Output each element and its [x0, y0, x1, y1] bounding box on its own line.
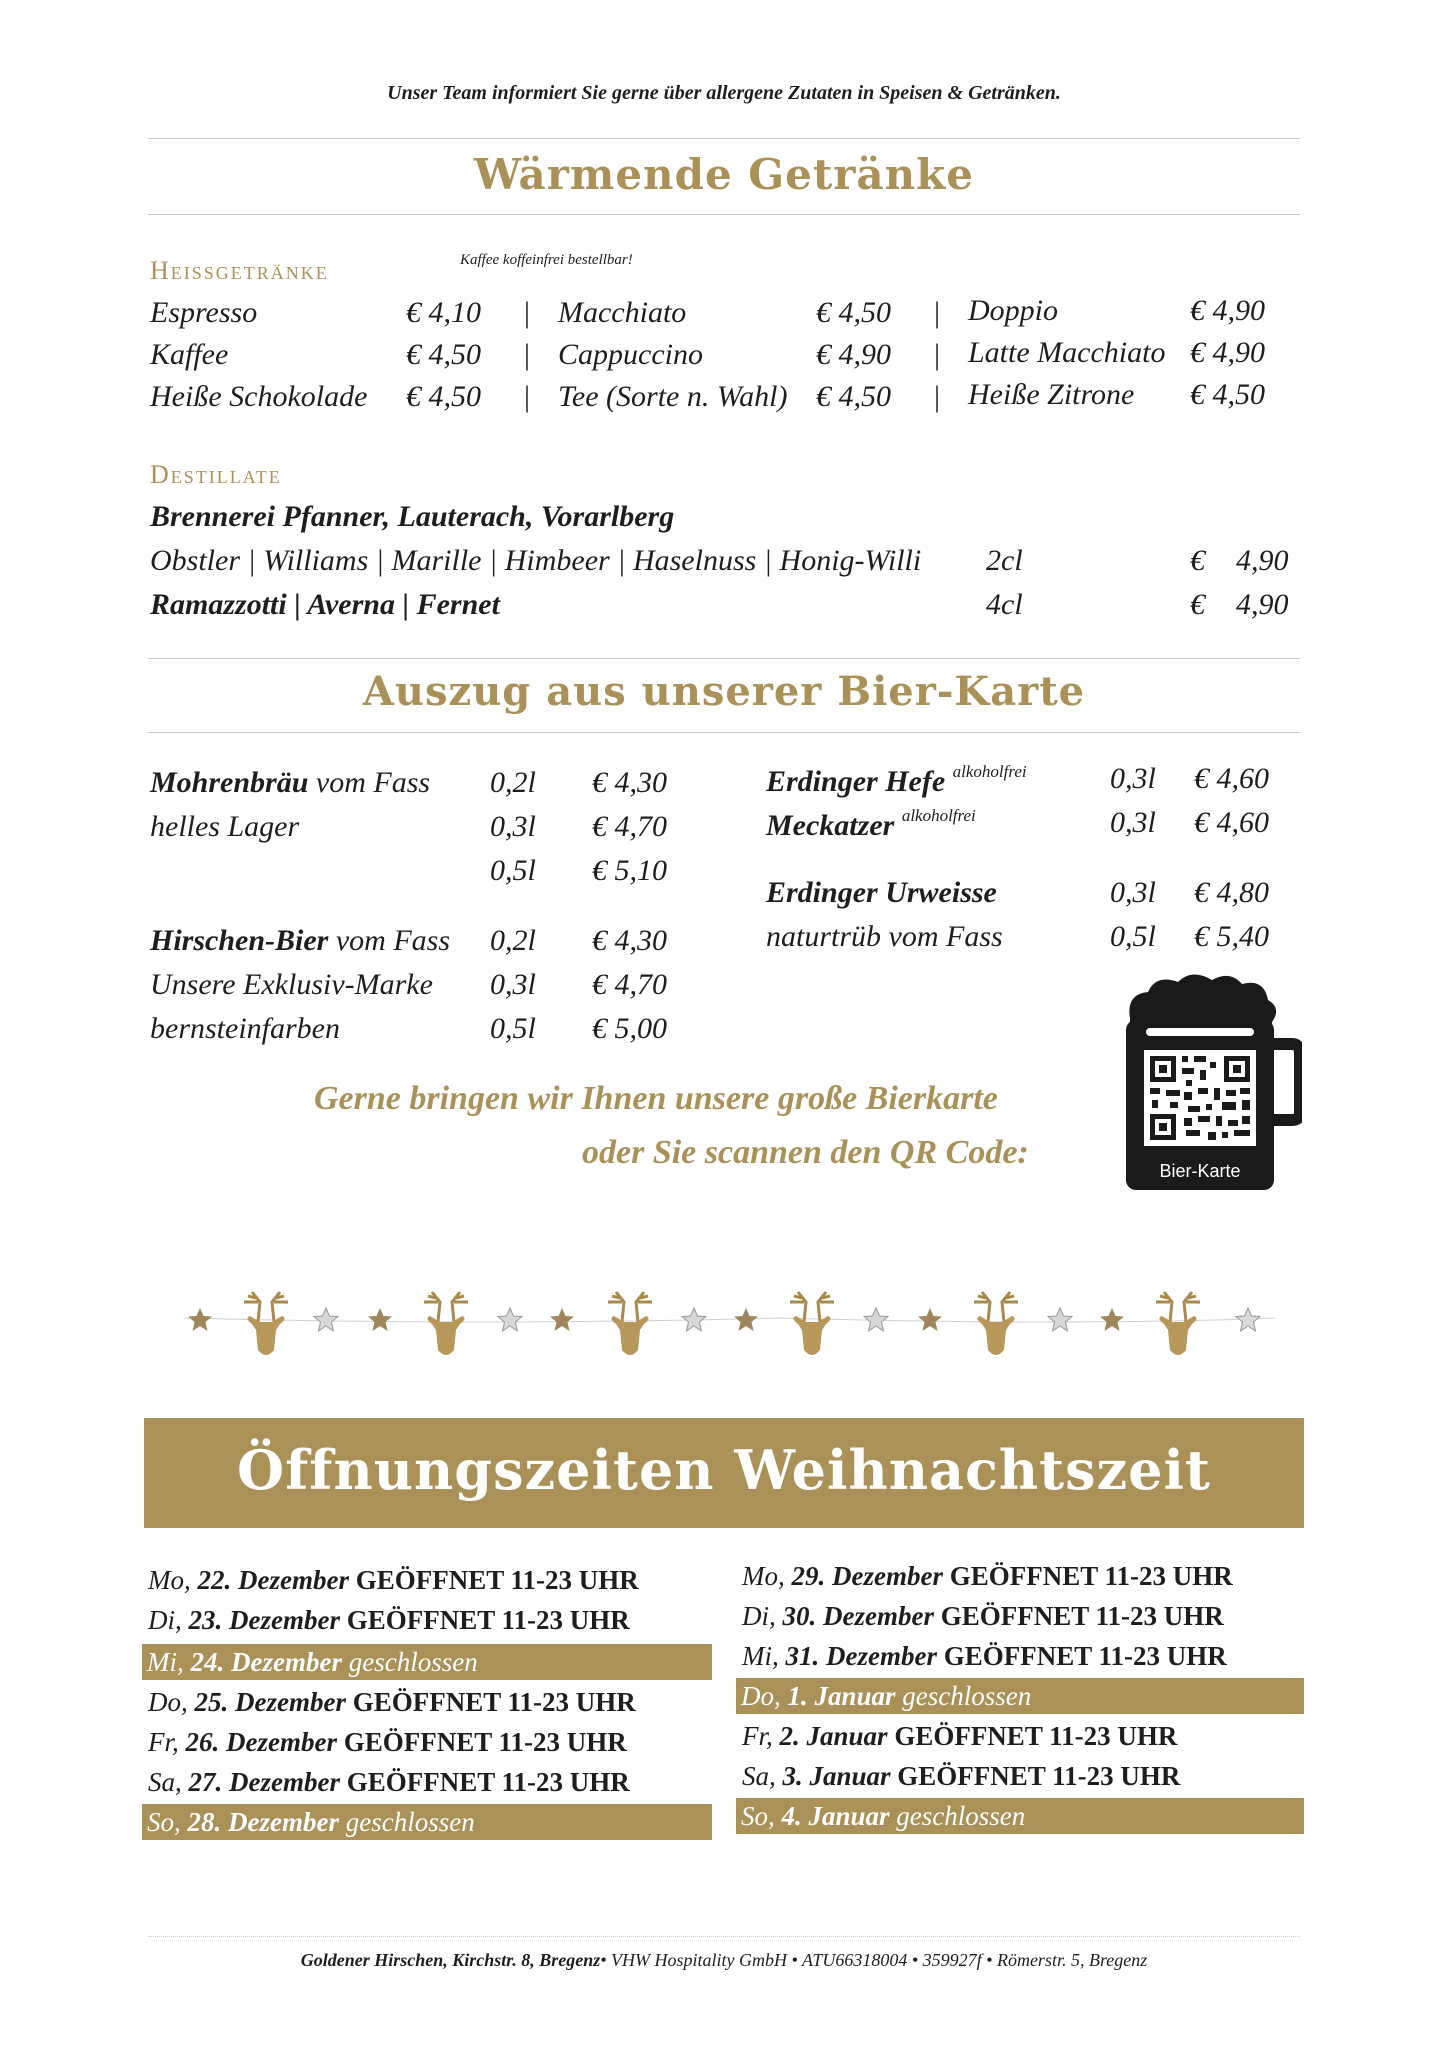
beer-size: 0,3l: [490, 968, 536, 1001]
divider: [148, 138, 1300, 139]
beer-price: € 4,80: [1194, 876, 1269, 909]
menu-item-price: € 4,50: [406, 380, 481, 413]
menu-item-price: € 4,50: [816, 380, 891, 413]
beer-price: € 5,40: [1194, 920, 1269, 953]
column-separator: |: [524, 338, 531, 371]
beer-name-erdinger-hefe: Erdinger Hefe $^{alkoholfrei}$: [766, 762, 1027, 798]
spirits-names: Obstler | Williams | Marille | Himbeer | Haselnuss | Honig-Willi: [150, 544, 922, 577]
opening-hours-row-closed: So, 4. Januar geschlossen: [736, 1798, 1304, 1834]
beer-price: € 4,60: [1194, 762, 1269, 795]
menu-item-price: € 4,90: [816, 338, 891, 371]
opening-hours-row: Di, 30. Dezember GEÖFFNET 11-23 UHR: [742, 1601, 1224, 1631]
spirits-row: [150, 588, 1300, 628]
opening-hours-row: Mo, 29. Dezember GEÖFFNET 11-23 UHR: [742, 1561, 1233, 1591]
beer-price: € 4,30: [592, 924, 667, 957]
opening-hours-row-closed: So, 28. Dezember geschlossen: [142, 1804, 712, 1840]
spirits-names: Ramazzotti | Averna | Fernet: [150, 588, 500, 621]
menu-item-name: Cappuccino: [558, 338, 703, 371]
beer-title: Auszug aus unserer Bier-Karte: [362, 668, 1086, 715]
beer-description: helles Lager: [150, 810, 300, 843]
beer-name-meckatzer: Meckatzer $^{alkoholfrei}$: [766, 806, 976, 842]
opening-hours-row: Fr, 26. Dezember GEÖFFNET 11-23 UHR: [148, 1727, 627, 1757]
column-separator: |: [524, 296, 531, 329]
beer-list-right: [766, 762, 1306, 962]
footer-imprint: Goldener Hirschen, Kirchstr. 8, Bregenz• VHW Hospitality GmbH • ATU66318004 • 359927f • Römerstr. 5, Bregenz: [300, 1950, 1148, 1970]
menu-item-price: € 4,90: [1190, 336, 1265, 369]
garland-icon: [180, 1270, 1280, 1380]
menu-item-price: € 4,50: [816, 296, 891, 329]
menu-item-price: € 4,50: [406, 338, 481, 371]
beer-description: Unsere Exklusiv-Marke: [150, 968, 433, 1001]
menu-item-name: Latte Macchiato: [968, 336, 1166, 369]
opening-hours-left: [142, 1562, 712, 1852]
beer-size: 0,2l: [490, 766, 536, 799]
qr-code-beer-mug[interactable]: [1122, 970, 1302, 1192]
beer-description: bernsteinfarben: [150, 1012, 340, 1045]
beer-size: 0,3l: [1110, 876, 1156, 909]
allergen-note: Unser Team informiert Sie gerne über allergene Zutaten in Speisen & Getränken.: [387, 82, 1061, 104]
beer-price: € 4,60: [1194, 806, 1269, 839]
beer-menu-cta-line2: oder Sie scannen den QR Code:: [582, 1134, 1029, 1171]
opening-hours-row-closed: Mi, 24. Dezember geschlossen: [142, 1644, 712, 1680]
beer-price: € 5,00: [592, 1012, 667, 1045]
decaf-note: Kaffee koffeinfrei bestellbar!: [460, 252, 633, 268]
menu-item-price: € 4,50: [1190, 378, 1265, 411]
spirits-producer: Brennerei Pfanner, Lauterach, Vorarlberg: [150, 500, 675, 533]
beer-name-erdinger-urweisse: Erdinger Urweisse: [766, 876, 997, 909]
qr-label: Bier-Karte: [1159, 1161, 1241, 1181]
section-heading-hot-drinks: Heissgetränke: [150, 256, 329, 285]
opening-hours-row: Di, 23. Dezember GEÖFFNET 11-23 UHR: [148, 1605, 630, 1635]
spirits-currency: €: [1190, 588, 1205, 621]
beer-price: € 4,70: [592, 968, 667, 1001]
spirits-row: [150, 544, 1300, 584]
opening-hours-row: Sa, 3. Januar GEÖFFNET 11-23 UHR: [742, 1761, 1181, 1791]
column-separator: |: [524, 380, 531, 413]
beer-description: naturtrüb vom Fass: [766, 920, 1003, 953]
opening-hours-row: Fr, 2. Januar GEÖFFNET 11-23 UHR: [742, 1721, 1178, 1751]
opening-hours-row: Do, 25. Dezember GEÖFFNET 11-23 UHR: [148, 1687, 636, 1717]
beer-size: 0,3l: [1110, 806, 1156, 839]
opening-hours-title: Öffnungszeiten Weihnachtszeit: [237, 1438, 1211, 1502]
warm-drinks-title: Wärmende Getränke: [474, 150, 974, 199]
menu-item-name: Doppio: [968, 294, 1058, 327]
column-separator: |: [934, 296, 941, 329]
spirits-size: 2cl: [986, 544, 1023, 577]
opening-hours-row: Mo, 22. Dezember GEÖFFNET 11-23 UHR: [148, 1565, 639, 1595]
opening-hours-row-closed: Do, 1. Januar geschlossen: [736, 1678, 1304, 1714]
beer-size: 0,5l: [490, 1012, 536, 1045]
beer-price: € 4,30: [592, 766, 667, 799]
spirits-currency: €: [1190, 544, 1205, 577]
beer-mug-qr-icon: [1122, 970, 1302, 1192]
menu-item-name: Macchiato: [558, 296, 687, 329]
beer-size: 0,5l: [490, 854, 536, 887]
menu-item-name: Heiße Schokolade: [150, 380, 368, 413]
divider: [148, 214, 1300, 215]
decorative-garland: [180, 1270, 1280, 1380]
divider: [148, 1936, 1300, 1937]
beer-size: 0,5l: [1110, 920, 1156, 953]
beer-price: € 4,70: [592, 810, 667, 843]
menu-item-name: Heiße Zitrone: [968, 378, 1135, 411]
opening-hours-banner: [144, 1418, 1304, 1528]
beer-price: € 5,10: [592, 854, 667, 887]
menu-item-price: € 4,10: [406, 296, 481, 329]
divider: [148, 658, 1300, 659]
menu-item-name: Tee (Sorte n. Wahl): [558, 380, 788, 413]
menu-item-name: Kaffee: [150, 338, 229, 371]
opening-hours-row: Mi, 31. Dezember GEÖFFNET 11-23 UHR: [742, 1641, 1227, 1671]
opening-hours-right: [736, 1558, 1306, 1848]
spirits-size: 4cl: [986, 588, 1023, 621]
beer-size: 0,3l: [1110, 762, 1156, 795]
menu-item-price: € 4,90: [1190, 294, 1265, 327]
beer-name-hirschen-bier: Hirschen-Bier vom Fass: [150, 924, 451, 957]
hot-drinks-list: [150, 296, 1300, 426]
opening-hours-row: Sa, 27. Dezember GEÖFFNET 11-23 UHR: [148, 1767, 630, 1797]
beer-menu-cta-line1: Gerne bringen wir Ihnen unsere große Bierkarte: [314, 1080, 998, 1117]
divider: [148, 732, 1300, 733]
section-heading-spirits: Destillate: [150, 460, 282, 489]
column-separator: |: [934, 338, 941, 371]
beer-name-mohrenbraeu: Mohrenbräu vom Fass: [150, 766, 431, 799]
beer-size: 0,3l: [490, 810, 536, 843]
menu-item-name: Espresso: [150, 296, 258, 329]
beer-list-left: [150, 766, 710, 1046]
spirits-price: 4,90: [1236, 588, 1289, 621]
beer-size: 0,2l: [490, 924, 536, 957]
spirits-price: 4,90: [1236, 544, 1289, 577]
column-separator: |: [934, 380, 941, 413]
